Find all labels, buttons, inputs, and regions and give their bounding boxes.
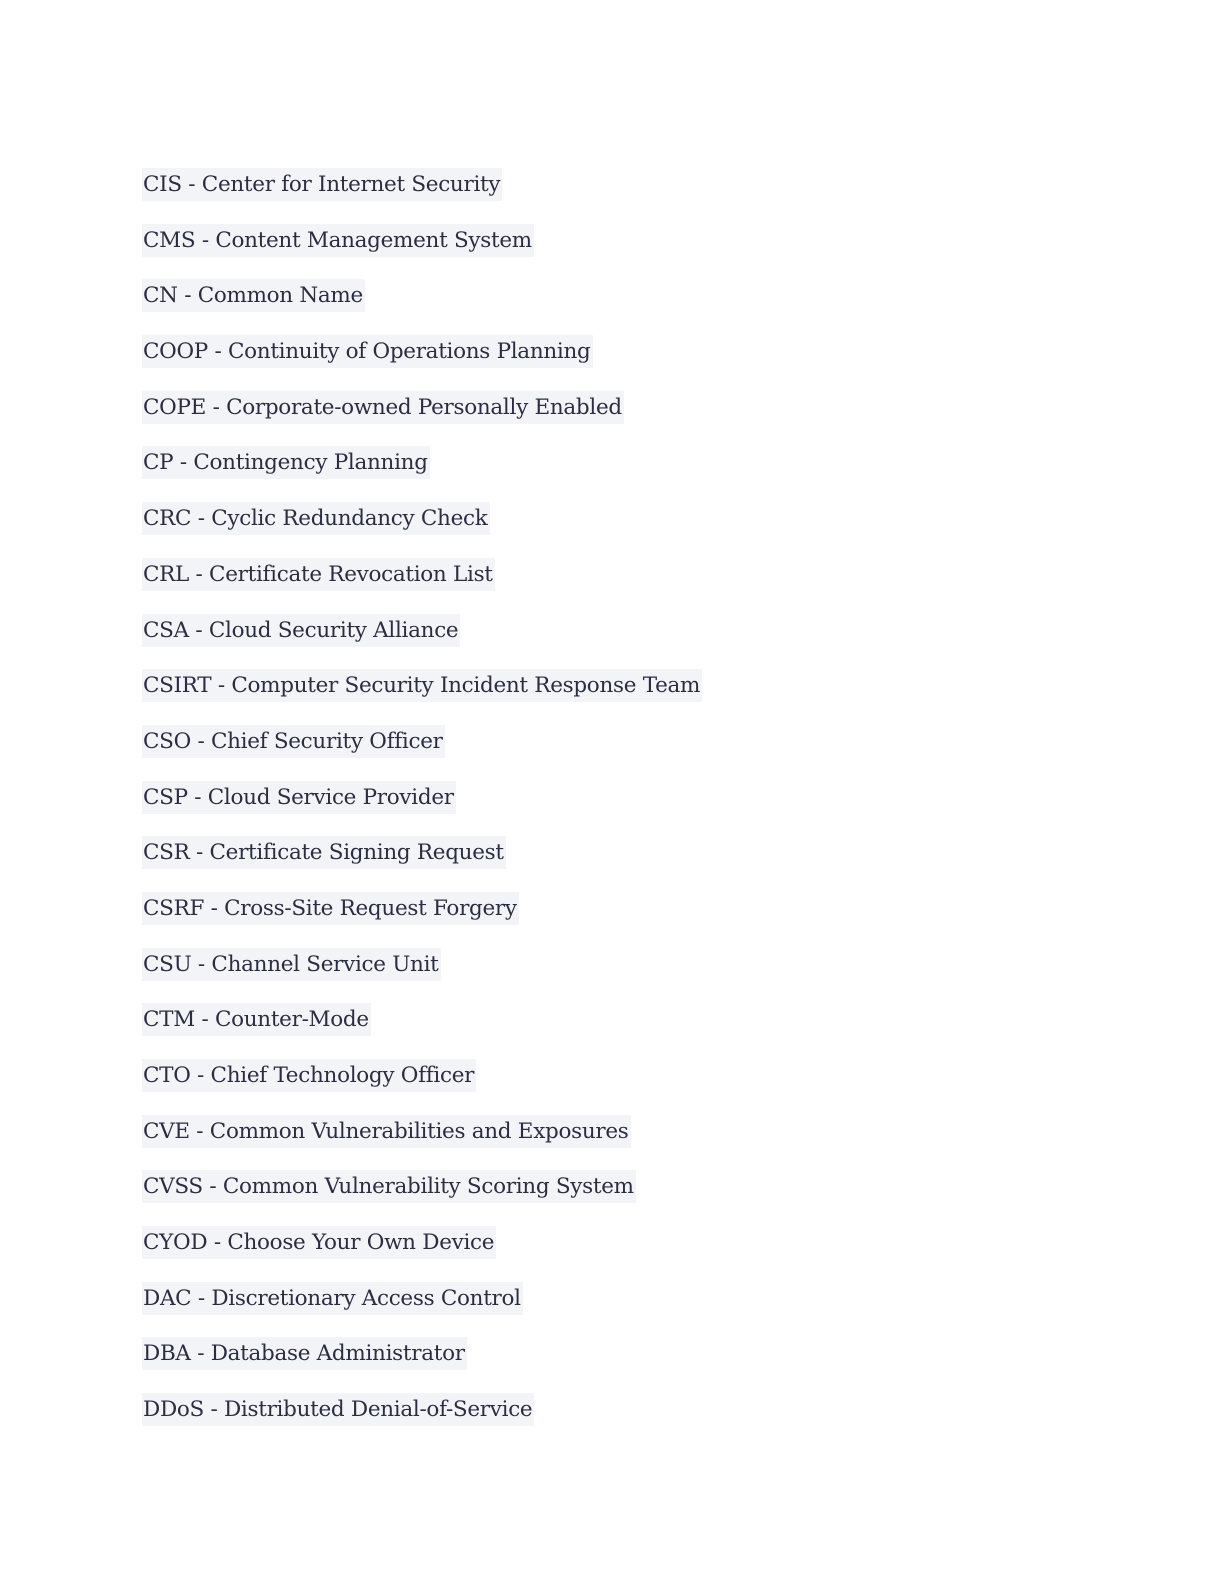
acronym-entry (142, 614, 702, 670)
acronym-entry (142, 1115, 702, 1171)
acronym-entry (142, 725, 702, 781)
acronym-entry (142, 558, 702, 614)
acronym-text: CVSS - Common Vulnerability Scoring System (142, 1170, 636, 1203)
acronym-entry (142, 836, 702, 892)
acronym-text: CYOD - Choose Your Own Device (142, 1226, 496, 1259)
acronym-text: CSRF - Cross-Site Request Forgery (142, 892, 519, 925)
acronym-entry (142, 279, 702, 335)
acronym-text: CSR - Certificate Signing Request (142, 836, 506, 869)
acronym-text: CSP - Cloud Service Provider (142, 781, 456, 814)
acronym-entry (142, 1337, 702, 1393)
acronym-text: CSA - Cloud Security Alliance (142, 614, 460, 647)
acronym-entry (142, 892, 702, 948)
acronym-entry (142, 1170, 702, 1226)
acronym-entry (142, 224, 702, 280)
acronym-text: CRC - Cyclic Redundancy Check (142, 502, 490, 535)
acronym-text: CRL - Certificate Revocation List (142, 558, 495, 591)
acronym-text: COPE - Corporate-owned Personally Enabled (142, 391, 624, 424)
acronym-text: CN - Common Name (142, 279, 365, 312)
acronym-entry (142, 502, 702, 558)
acronym-entry (142, 1003, 702, 1059)
acronym-text: DBA - Database Administrator (142, 1337, 467, 1370)
acronym-text: DAC - Discretionary Access Control (142, 1282, 523, 1315)
acronym-entry (142, 168, 702, 224)
acronym-entry (142, 335, 702, 391)
acronym-entry (142, 1059, 702, 1115)
acronym-entry (142, 669, 702, 725)
acronym-list (142, 168, 702, 1449)
acronym-entry (142, 446, 702, 502)
acronym-text: CSIRT - Computer Security Incident Response Team (142, 669, 702, 702)
acronym-text: COOP - Continuity of Operations Planning (142, 335, 593, 368)
acronym-text: CSU - Channel Service Unit (142, 948, 441, 981)
acronym-entry (142, 948, 702, 1004)
acronym-text: CSO - Chief Security Officer (142, 725, 445, 758)
acronym-entry (142, 1226, 702, 1282)
acronym-text: CIS - Center for Internet Security (142, 168, 502, 201)
acronym-text: CVE - Common Vulnerabilities and Exposures (142, 1115, 631, 1148)
acronym-text: CP - Contingency Planning (142, 446, 430, 479)
acronym-entry (142, 391, 702, 447)
acronym-text: CTM - Counter-Mode (142, 1003, 371, 1036)
acronym-entry (142, 1282, 702, 1338)
acronym-entry (142, 1393, 702, 1449)
acronym-entry (142, 781, 702, 837)
acronym-text: DDoS - Distributed Denial-of-Service (142, 1393, 534, 1426)
acronym-text: CMS - Content Management System (142, 224, 534, 257)
acronym-text: CTO - Chief Technology Officer (142, 1059, 476, 1092)
